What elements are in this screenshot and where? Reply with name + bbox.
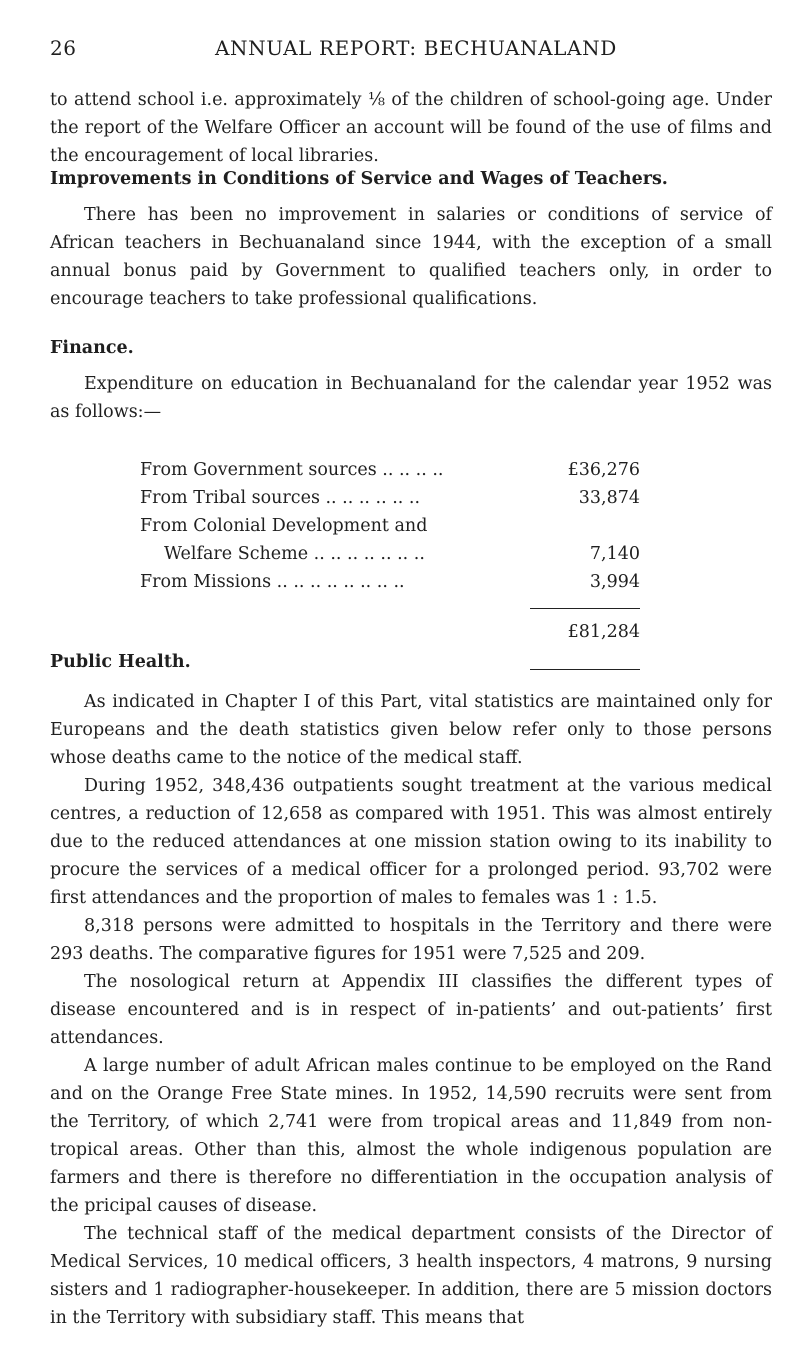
teachers-section	[50, 165, 772, 313]
health-paragraph: As indicated in Chapter I of this Part, vital statistics are maintained only for Europeans and the death statistics given below refer only to those persons whose deaths came to the notice of the medical staff.	[50, 692, 772, 768]
row-label: From Tribal sources .. .. .. .. .. ..	[140, 488, 421, 508]
row-amount: 3,994	[589, 572, 640, 592]
page-number: 26	[50, 36, 77, 60]
table-row	[140, 568, 640, 596]
total-rule-top	[530, 608, 640, 609]
total-row	[140, 618, 640, 646]
health-paragraph: The technical staff of the medical department consists of the Director of Medical Services, 10 medical officers, 3 health inspectors, 4 matrons, 9 nursing sisters and 1 radiographer-housekeeper. In addition, there are 5 mission doctors in the Territory with subsidiary staff. This means that	[50, 1224, 772, 1328]
finance-section	[50, 334, 772, 426]
total-amount: £81,284	[567, 622, 640, 642]
health-section	[50, 648, 772, 1332]
table-row	[140, 456, 640, 484]
intro-paragraph: to attend school i.e. approximately ⅛ of the children of school-going age. Under the report of the Welfare Officer an account will be found of the use of films and the encouragement of local libraries.	[50, 90, 772, 166]
row-label: From Colonial Development and	[140, 516, 428, 536]
health-heading: Public Health.	[50, 652, 191, 672]
health-paragraph: During 1952, 348,436 outpatients sought treatment at the various medical centres, a reduction of 12,658 as compared with 1951. This was almost entirely due to the reduced attendances at one mission station owing to its inability to procure the services of a medical officer for a prolonged period. 93,702 were first attendances and the proportion of males to females was 1 : 1.5.	[50, 776, 772, 908]
health-paragraph: The nosological return at Appendix III classifies the different types of disease encountered and is in respect of in-patients’ and out-patients’ first attendances.	[50, 972, 772, 1048]
intro-section	[50, 86, 772, 170]
table-row	[140, 484, 640, 512]
table-row	[140, 512, 640, 540]
health-paragraph: A large number of adult African males continue to be employed on the Rand and on the Orange Free State mines. In 1952, 14,590 recruits were sent from the Territory, of which 2,741 were from tropical areas and 11,849 from non-tropical areas. Other than this, almost the whole indigenous population are farmers and there is therefore no differentiation in the occupation analysis of the pricipal causes of disease.	[50, 1056, 772, 1216]
running-title: ANNUAL REPORT: BECHUANALAND	[215, 36, 617, 60]
teachers-heading: Improvements in Conditions of Service and Wages of Teachers.	[50, 169, 668, 189]
row-amount: 7,140	[589, 544, 640, 564]
table-row	[140, 540, 640, 568]
row-label: From Missions .. .. .. .. .. .. .. ..	[140, 572, 405, 592]
row-amount: 33,874	[578, 488, 640, 508]
row-label: From Government sources .. .. .. ..	[140, 460, 444, 480]
finance-heading: Finance.	[50, 338, 134, 358]
row-label: Welfare Scheme .. .. .. .. .. .. ..	[164, 544, 425, 564]
page-header	[50, 36, 770, 66]
teachers-paragraph: There has been no improvement in salaries or conditions of service of African teachers in Bechuanaland since 1944, with the exception of a small annual bonus paid by Government to qualified teachers only, in order to encourage teachers to take professional qualifications.	[50, 205, 772, 309]
finance-paragraph: Expenditure on education in Bechuanaland for the calendar year 1952 was as follows:—	[50, 374, 772, 422]
row-amount: £36,276	[567, 460, 640, 480]
health-paragraph: 8,318 persons were admitted to hospitals in the Territory and there were 293 deaths. The comparative figures for 1951 were 7,525 and 209.	[50, 916, 772, 964]
expenditure-table	[140, 456, 640, 646]
